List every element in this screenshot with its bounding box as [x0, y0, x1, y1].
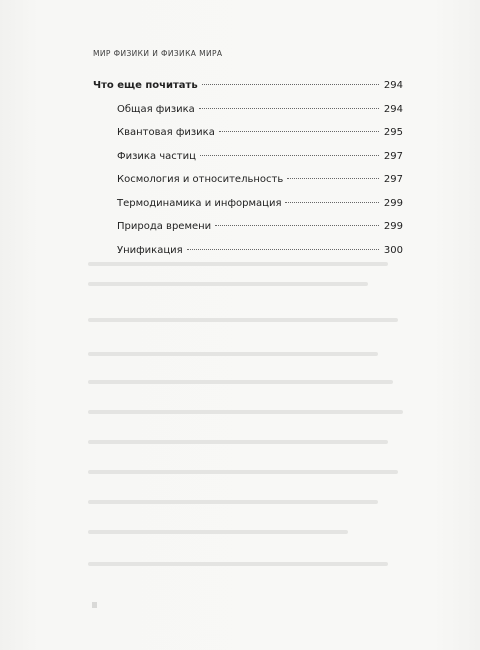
toc-entry-title: Природа времени — [117, 221, 212, 232]
toc-entry — [93, 221, 403, 245]
bleed-through-line — [88, 470, 398, 474]
bleed-through-line — [88, 500, 378, 504]
table-of-contents — [93, 80, 403, 268]
bleed-through-line — [88, 318, 398, 322]
toc-entry-page: 300 — [383, 244, 403, 256]
toc-leader-dots — [285, 202, 379, 203]
bleed-through-line — [88, 410, 403, 414]
toc-leader-dots — [287, 178, 379, 179]
toc-leader-dots — [187, 249, 379, 250]
toc-entry-title: Космология и относительность — [117, 174, 284, 185]
toc-entry-title: Унификация — [117, 244, 183, 256]
toc-entry-title: Физика частиц — [117, 150, 196, 162]
toc-entry-page: 294 — [383, 80, 403, 91]
bleed-through-line — [88, 380, 393, 384]
toc-entry-page: 297 — [383, 174, 403, 185]
toc-entry — [93, 80, 403, 104]
bleed-through-line — [88, 530, 348, 534]
toc-entry-title: Термодинамика и информация — [117, 197, 282, 209]
bleed-through-line — [88, 352, 378, 356]
toc-entry-title: Общая физика — [117, 103, 195, 115]
toc-entry — [93, 104, 403, 128]
toc-entry-page: 294 — [383, 103, 403, 115]
bleed-through-line — [88, 282, 368, 286]
toc-leader-dots — [199, 108, 379, 109]
toc-entry-page: 297 — [383, 150, 403, 162]
toc-entry — [93, 127, 403, 151]
bleed-through-line — [88, 562, 388, 566]
toc-entry — [93, 245, 403, 269]
toc-entry-title: Квантовая физика — [117, 127, 215, 138]
toc-entry — [93, 198, 403, 222]
bleed-through-line — [88, 440, 388, 444]
toc-leader-dots — [219, 131, 379, 132]
toc-entry-title: Что еще почитать — [93, 80, 198, 91]
running-head: МИР ФИЗИКИ И ФИЗИКА МИРА — [93, 49, 223, 58]
toc-leader-dots — [200, 155, 379, 156]
toc-leader-dots — [215, 225, 379, 226]
toc-entry — [93, 151, 403, 175]
toc-entry-page: 299 — [383, 197, 403, 209]
toc-entry — [93, 174, 403, 198]
toc-leader-dots — [202, 84, 379, 85]
page-corner-mark — [92, 602, 97, 608]
toc-entry-page: 295 — [383, 127, 403, 138]
toc-entry-page: 299 — [383, 221, 403, 232]
